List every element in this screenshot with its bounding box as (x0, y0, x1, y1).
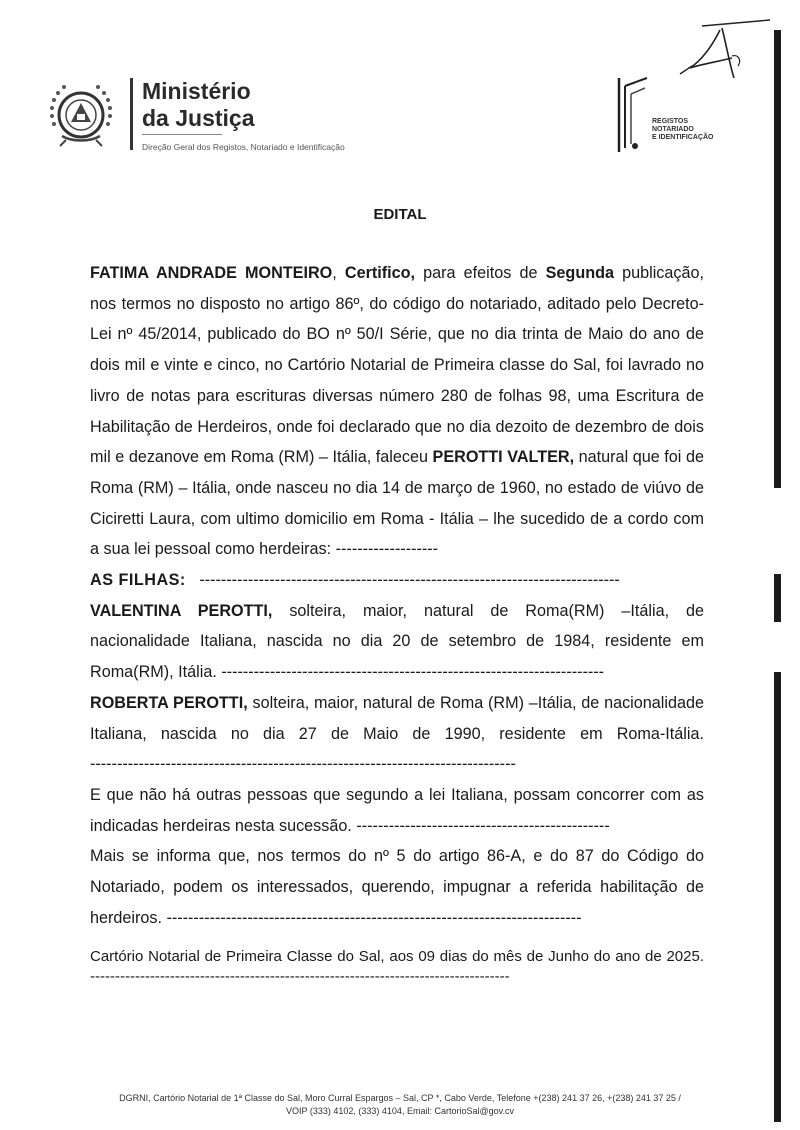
scan-edge-bar (774, 30, 781, 488)
heir-1-name: VALENTINA PEROTTI, (90, 601, 273, 620)
paragraph-text: E que não há outras pessoas que segundo a lei Italiana, possam concorrer com as indicadas herdeiras nesta sucessão. (90, 785, 704, 835)
certification-paragraph: FATIMA ANDRADE MONTEIRO, Certifico, para efeitos de Segunda publicação, nos termos no disposto no artigo 86º, do código do notariado, aditado pelo Decreto-Lei nº 45/2014, publicado do BO nº 50/I Série, que no dia trinta de Maio do ano de dois mil e vinte e cinco, no Cartório Notarial de Primeira classe do Sal, foi lavrado no livro de notas para escrituras diversas número 280 de folhas 98, uma Escritura de Habilitação de Herdeiros, onde foi declarado que no dia dezoito de dezembro de dois mil e dezanove em Roma (RM) – Itália, faleceu PEROTTI VALTER, natural que foi de Roma (RM) – Itália, onde nasceu no dia 14 de março de 1960, no estado de viúvo de Ciciretti Laura, com ultimo domicilio em Roma - Itália – lhe sucedido de a cordo com a sua lei pessoal como herdeiras: ------------------- (90, 264, 704, 559)
header-divider (130, 78, 133, 150)
filler-dashes: ------------------------------------------------------------------------------------ (90, 968, 510, 985)
heir-1-paragraph (90, 596, 704, 688)
closing-text: Cartório Notarial de Primeira Classe do Sal, aos 09 dias do mês de Junho do ano de 2025. (90, 948, 704, 965)
paragraph-text: publicação, nos termos no disposto no artigo 86º, do código do notariado, aditado pelo Decreto-Lei nº 45/2014, publicado do BO nº 50/I Série, que no dia trinta de Maio do ano de dois mil e vinte e cinco, no Cartório Notarial de Primeira classe do Sal, foi lavrado no livro de notas para escrituras diversas número 280 de folhas 98, uma Escritura de Habilitação de Herdeiros, onde foi declarado que no dia dezoito de dezembro de dois mil e dezanove em Roma (RM) – Itália, faleceu (90, 264, 704, 467)
footer-address: DGRNI, Cartório Notarial de 1ª Classe do Sal, Moro Curral Espargos – Sal, CP *, Cabo Verde, Telefone +(238) 241 37 26, +(238) 241 37 25 / (119, 1093, 681, 1103)
filler-dashes: ------------------------------------------------------------------------------- (90, 755, 516, 774)
heir-2-name: ROBERTA PEROTTI, (90, 693, 248, 712)
notary-name: FATIMA ANDRADE MONTEIRO (90, 264, 333, 282)
filler-dashes: ----------------------------------------------------------------------------- (166, 908, 582, 927)
filler-dashes: ----------------------------------------------------------------------- (221, 663, 605, 682)
registos-label (652, 118, 713, 142)
registos-line-2: NOTARIADO (652, 126, 694, 133)
heirs-heading: AS FILHAS: (90, 571, 186, 590)
page-footer (0, 1092, 800, 1118)
impugnation-paragraph (90, 841, 704, 933)
segunda-keyword: Segunda (545, 264, 614, 282)
ministry-line-1: Ministério (142, 78, 251, 104)
registos-line-1: REGISTOS (652, 118, 689, 125)
filler-dashes: ------------------------------------------------------------------------------ (199, 571, 620, 590)
ministry-underline (142, 134, 222, 135)
document-body (90, 258, 704, 933)
no-other-heirs-paragraph (90, 780, 704, 841)
registos-logo-icon (615, 74, 651, 156)
ministry-line-2: da Justiça (142, 105, 255, 131)
document-title: EDITAL (373, 206, 427, 223)
paragraph-text: para efeitos de (415, 264, 546, 282)
signature-mark (672, 18, 772, 88)
footer-contact: VOIP (333) 4102, (333) 4104, Email: CartorioSal@gov.cv (286, 1106, 514, 1116)
deceased-name: PEROTTI VALTER, (432, 448, 575, 467)
filler-dashes: ----------------------------------------------- (356, 816, 610, 835)
ministry-name (142, 78, 255, 132)
paragraph-text: Mais se informa que, nos termos do nº 5 do artigo 86-A, e do 87 do Código do Notariado, podem os interessados, querendo, impugnar a referida habilitação de herdeiros. (90, 847, 704, 927)
paragraph-text: natural que foi de Roma (RM) – Itália, onde nasceu no dia 14 de março de 1960, no estado de viúvo de Ciciretti Laura, com ultimo domicilio em Roma - Itália – lhe sucedido de a cordo com a sua lei pessoal como herdeiras: (90, 448, 704, 559)
registos-line-3: E IDENTIFICAÇÃO (652, 134, 714, 141)
ministry-subtitle: Direção Geral dos Registos, Notariado e Identificação (142, 142, 345, 152)
scan-edge-bar (774, 672, 781, 1122)
closing-paragraph (90, 947, 704, 987)
scan-edge-bar (774, 574, 781, 622)
print-through-shadow (545, 86, 550, 110)
heir-2-paragraph (90, 688, 704, 780)
paragraph-text: solteira, maior, natural de Roma (RM) –Itália, de nacionalidade Italiana, nascida no dia 27 de Maio de 1990, residente em Roma-Itália. (90, 693, 704, 743)
heirs-heading-line (90, 565, 704, 596)
cabo-verde-emblem-icon (44, 78, 118, 152)
filler-dashes: ------------------- (335, 540, 439, 559)
paragraph-text: solteira, maior, natural de Roma(RM) –Itália, de nacionalidade Italiana, nascida no dia 20 de setembro de 1984, residente em Roma(RM), Itália. (90, 601, 705, 682)
certifico-keyword: Certifico, (344, 264, 416, 282)
